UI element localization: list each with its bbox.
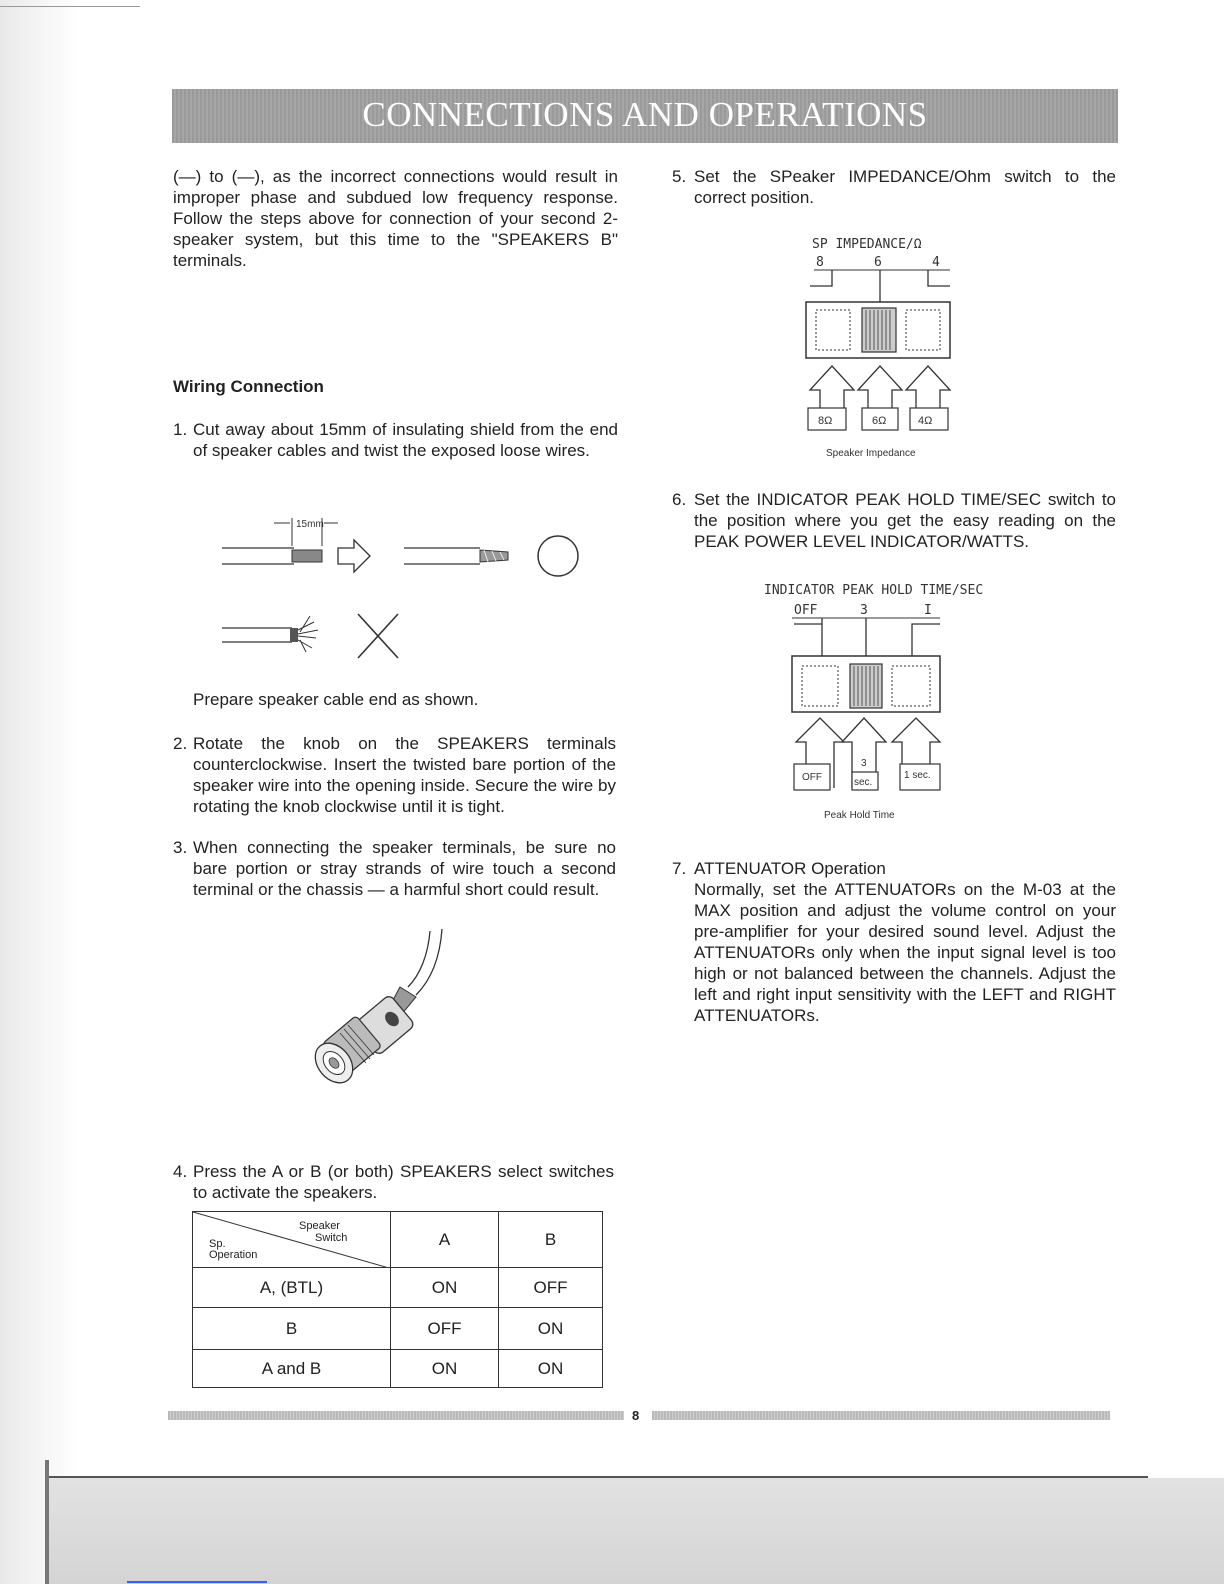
bottom-left-edge <box>45 1460 49 1584</box>
step-text: Cut away about 15mm of insulating shield from the end of speaker cables and twist the exposed loose wires. <box>193 420 618 460</box>
svg-text:8Ω: 8Ω <box>818 415 833 427</box>
intro-paragraph: (—) to (—), as the incorrect connections would result in improper phase and subdued low frequency response. Follow the steps above for connection of your second 2-speaker system, but this time to the "SPEAKERS B" terminals. <box>173 167 618 270</box>
wire-prep-figure <box>218 510 588 670</box>
page-title: CONNECTIONS AND OPERATIONS <box>362 95 928 134</box>
svg-text:6Ω: 6Ω <box>872 415 887 427</box>
a-cell: OFF <box>391 1308 499 1350</box>
header-banner <box>172 89 1118 143</box>
peak-hold-switch-figure <box>760 578 1030 828</box>
step-number: 3. <box>173 838 188 857</box>
svg-text:4: 4 <box>932 255 940 270</box>
step-1 <box>173 419 618 461</box>
step-number: 6. <box>672 490 687 509</box>
table-row <box>193 1268 603 1308</box>
corner-top-label-2: Switch <box>315 1232 348 1244</box>
blue-underline <box>127 1581 267 1583</box>
col-header-a: A <box>391 1212 499 1268</box>
b-cell: ON <box>499 1308 603 1350</box>
svg-text:3: 3 <box>861 758 867 769</box>
step-3 <box>173 837 616 900</box>
col-header-b: B <box>499 1212 603 1268</box>
corner-bottom-label-2: Operation <box>209 1249 258 1261</box>
corner-bottom-label: Sp. <box>209 1238 226 1250</box>
svg-text:8: 8 <box>816 255 824 270</box>
wiring-heading: Wiring Connection <box>173 377 324 396</box>
step-text: When connecting the speaker terminals, be sure no bare portion or stray strands of wire touch a second terminal or the chassis — a harmful short could result. <box>193 838 616 899</box>
page-number: 8 <box>632 1408 640 1423</box>
step-text: Set the SPeaker IMPEDANCE/Ohm switch to the correct position. <box>694 167 1116 207</box>
bottom-scan-shadow <box>48 1478 1224 1584</box>
corner-top-label: Speaker <box>299 1220 340 1232</box>
speaker-terminal-figure <box>300 925 460 1095</box>
b-cell: ON <box>499 1350 603 1388</box>
svg-text:3: 3 <box>860 603 868 618</box>
correct-circle-icon <box>538 536 578 576</box>
op-cell: A and B <box>193 1350 391 1388</box>
footer-bar-right <box>652 1411 1110 1420</box>
peak-title: INDICATOR PEAK HOLD TIME/SEC <box>764 583 984 598</box>
step-number: 4. <box>173 1162 188 1181</box>
speaker-switch-table <box>192 1211 603 1388</box>
b-cell: OFF <box>499 1268 603 1308</box>
imp-caption: Speaker Impedance <box>826 448 916 459</box>
svg-text:6: 6 <box>874 255 882 270</box>
step-title: ATTENUATOR Operation <box>694 859 886 878</box>
top-rule <box>0 6 140 7</box>
impedance-switch-figure <box>800 232 960 462</box>
right-arrow-icon <box>338 540 370 572</box>
step-number: 2. <box>173 734 188 753</box>
a-cell: ON <box>391 1268 499 1308</box>
svg-text:sec.: sec. <box>854 777 873 788</box>
step-7 <box>672 858 1116 1026</box>
step-number: 1. <box>173 420 188 439</box>
table-corner-cell <box>193 1212 391 1268</box>
peak-caption: Peak Hold Time <box>824 810 895 821</box>
page-edge-shadow <box>0 0 80 1584</box>
wire-caption: Prepare speaker cable end as shown. <box>193 690 479 709</box>
imp-title: SP IMPEDANCE/Ω <box>812 237 922 252</box>
svg-text:OFF: OFF <box>802 772 822 783</box>
step-6 <box>672 489 1116 552</box>
svg-text:1 sec.: 1 sec. <box>904 770 931 781</box>
op-cell: B <box>193 1308 391 1350</box>
svg-text:4Ω: 4Ω <box>918 415 933 427</box>
table-row <box>193 1308 603 1350</box>
table-row <box>193 1350 603 1388</box>
step-5 <box>672 166 1116 208</box>
step-text: Normally, set the ATTENUATORs on the M-03 at the MAX position and adjust the volume control on your pre-amplifier for your desired sound level. Adjust the ATTENUATORs only when the input signal level is too high or not balanced between the channels. Adjust the left and right input sensitivity with the LEFT and RIGHT ATTENUATORs. <box>694 880 1116 1025</box>
wire-dim-label: 15mm <box>296 519 324 530</box>
step-2 <box>173 733 616 817</box>
step-text: Rotate the knob on the SPEAKERS terminals counterclockwise. Insert the twisted bare portion of the speaker wire into the opening inside. Secure the wire by rotating the knob clockwise until it is tight. <box>193 734 616 816</box>
footer-bar-left <box>168 1411 624 1420</box>
step-4 <box>173 1161 614 1203</box>
svg-text:OFF: OFF <box>794 603 818 618</box>
step-text: Press the A or B (or both) SPEAKERS select switches to activate the speakers. <box>193 1162 614 1202</box>
step-text: Set the INDICATOR PEAK HOLD TIME/SEC switch to the position where you get the easy reading on the PEAK POWER LEVEL INDICATOR/WATTS. <box>694 490 1116 551</box>
svg-text:I: I <box>924 603 932 618</box>
op-cell: A, (BTL) <box>193 1268 391 1308</box>
a-cell: ON <box>391 1350 499 1388</box>
step-number: 5. <box>672 167 687 186</box>
bottom-rule <box>48 1476 1148 1478</box>
table-header-row <box>193 1212 603 1268</box>
step-number: 7. <box>672 859 687 878</box>
